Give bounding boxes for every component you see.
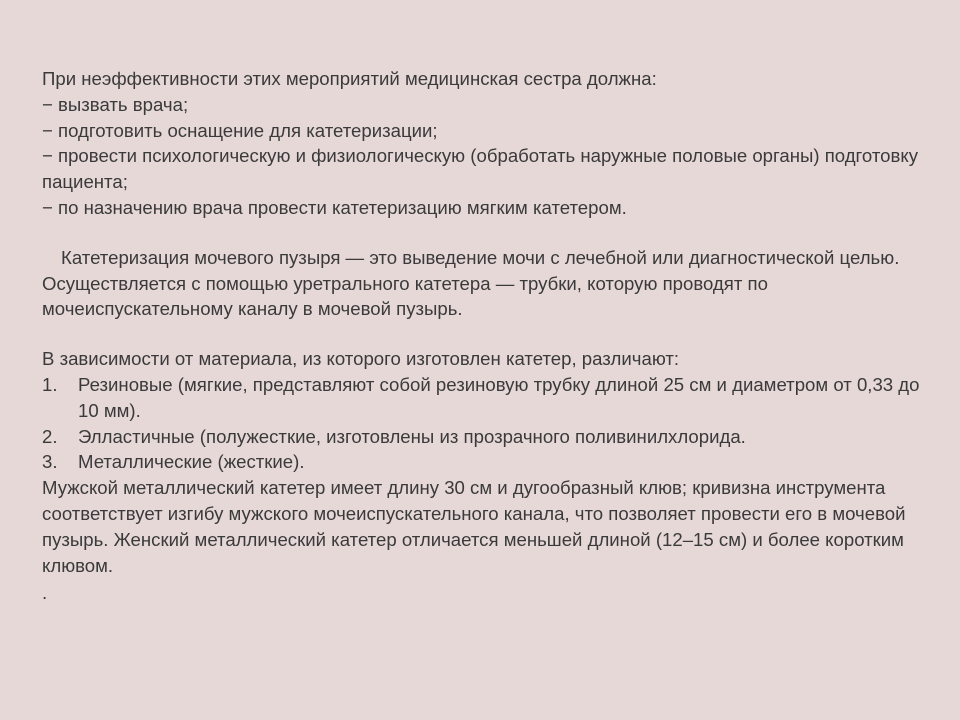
catheter-types-list xyxy=(42,372,920,475)
list-number: 1. xyxy=(42,373,58,395)
spacer xyxy=(42,221,920,245)
task-item: − по назначению врача провести катетеризацию мягким катетером. xyxy=(42,196,627,218)
list-item-text: Элластичные (полужесткие, изготовлены из прозрачного поливинилхлорида. xyxy=(78,425,746,447)
list-item xyxy=(42,449,920,475)
task-item: − вызвать врача; xyxy=(42,93,189,115)
intro-text: При неэффективности этих мероприятий медицинская сестра должна: xyxy=(42,68,657,89)
types-intro: В зависимости от материала, из которого изготовлен катетер, различают: xyxy=(42,348,680,370)
list-number: 3. xyxy=(42,451,58,473)
metal-catheter-paragraph: Мужской металлический катетер имеет длину 30 см и дугообразный клюв; кривизна инструмента соответствует изгибу мужского мочеиспускательного канала, что позволяет провести его в мочевой пузырь. Женский металлический катетер отличается меньшей длиной (12–15 см) и более коротким клювом. xyxy=(42,477,906,576)
list-number: 2. xyxy=(42,425,58,447)
definition-paragraph: Катетеризация мочевого пузыря — это выведение мочи с лечебной или диагностической целью. Осуществляется с помощью уретрального катетера — трубки, которую проводят по мочеиспускательному каналу в мочевой пузырь. xyxy=(42,246,900,320)
task-item: − провести психологическую и физиологическую (обработать наружные половые органы) подготовку пациента; xyxy=(42,145,919,193)
list-item xyxy=(42,424,920,450)
list-item xyxy=(42,372,920,424)
list-item-text: Металлические (жесткие). xyxy=(78,451,305,473)
list-item-text: Резиновые (мягкие, представляют собой резиновую трубку длиной 25 см и диаметром от 0,33 до 10 мм). xyxy=(78,373,920,421)
trailing-dot: . xyxy=(42,582,48,604)
task-item: − подготовить оснащение для катетеризации; xyxy=(42,119,438,141)
slide-body xyxy=(42,66,920,606)
spacer xyxy=(42,322,920,346)
